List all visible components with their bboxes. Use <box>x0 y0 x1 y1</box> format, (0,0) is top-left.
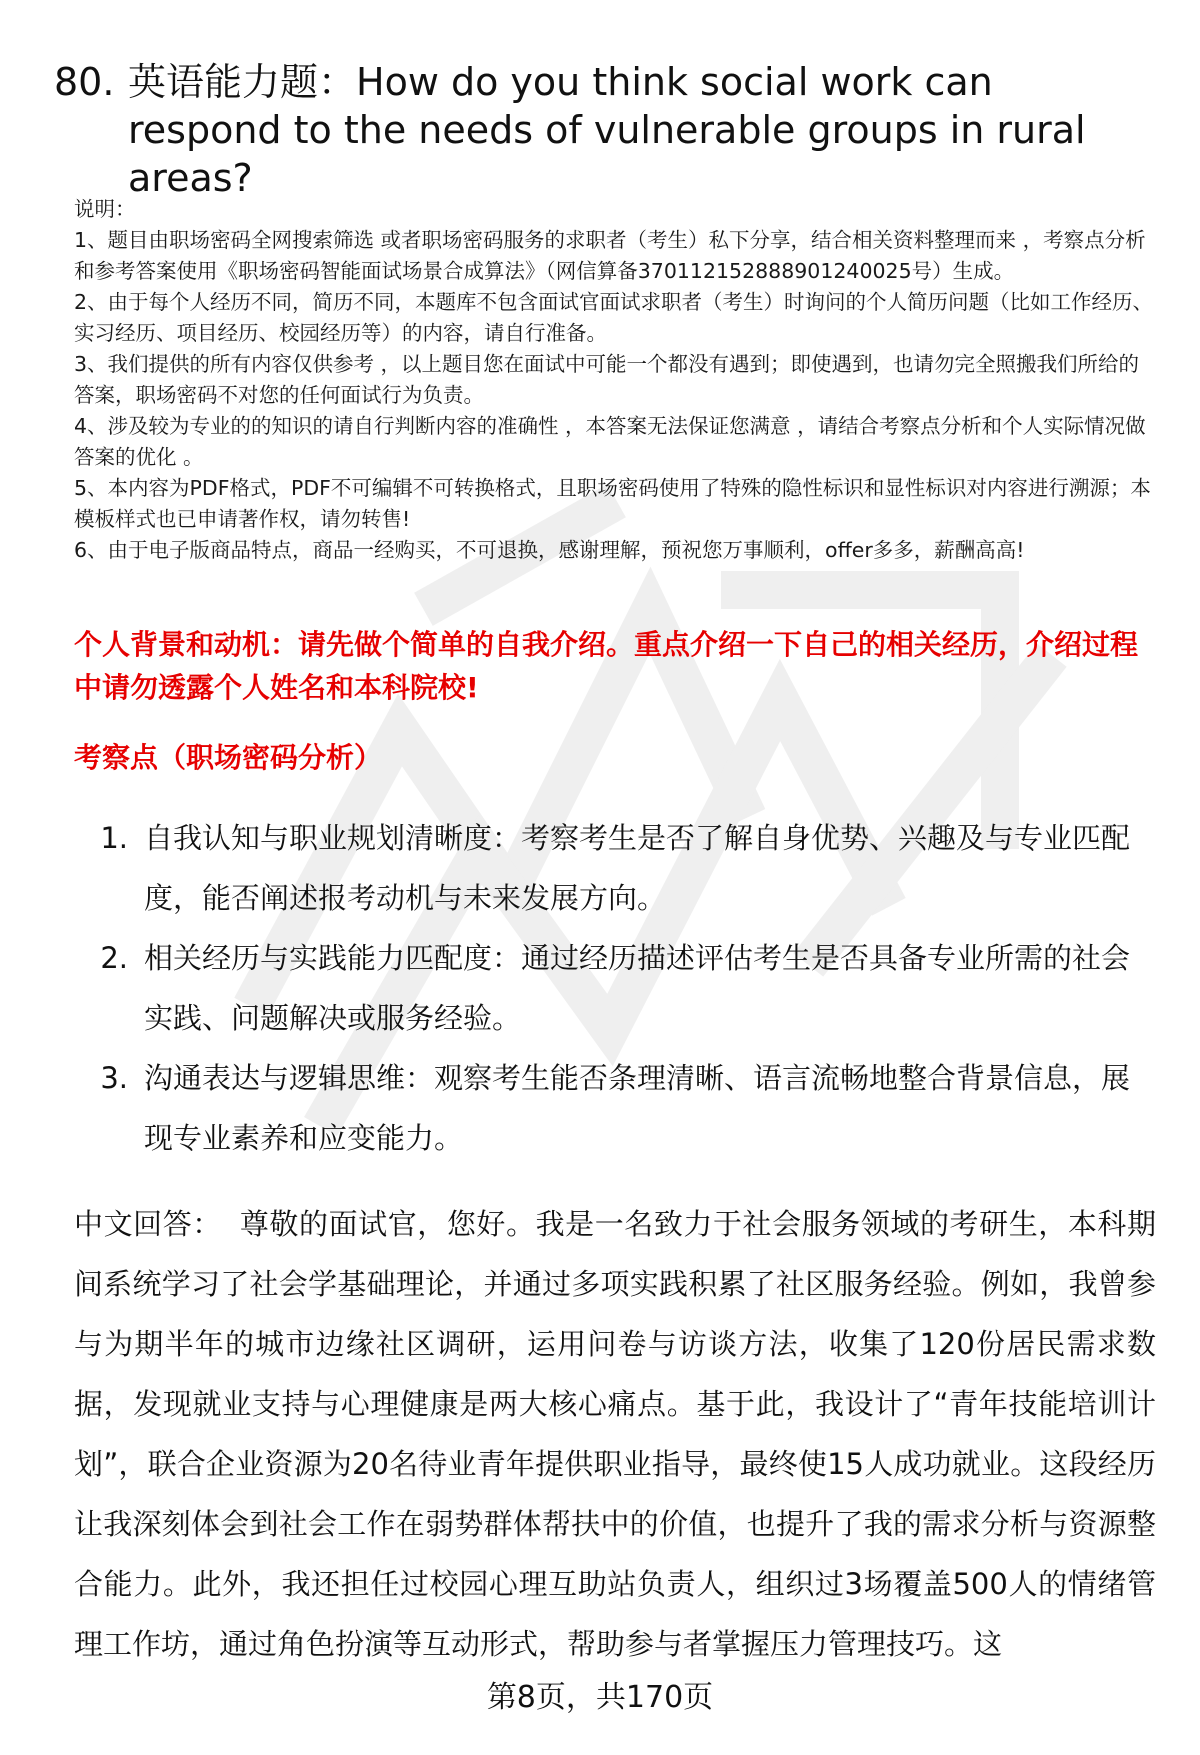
answer-paragraph <box>74 1194 1156 1674</box>
analysis-points <box>74 808 1156 1168</box>
note-item: 6、由于电子版商品特点，商品一经购买，不可退换，感谢理解，预祝您万事顺利，offer多多，薪酬高高! <box>74 538 1025 562</box>
disclaimer-notes <box>74 194 1156 566</box>
note-item: 3、我们提供的所有内容仅供参考 ，以上题目您在面试中可能一个都没有遇到；即使遇到，也请勿完全照搬我们所给的答案，职场密码不对您的任何面试行为负责。 <box>74 352 1140 407</box>
analysis-point <box>74 928 1156 1048</box>
point-number: 2. <box>100 941 128 975</box>
analysis-point <box>74 808 1156 928</box>
point-number: 1. <box>100 821 128 855</box>
note-item: 4、涉及较为专业的的知识的请自行判断内容的准确性 ，本答案无法保证您满意 ，请结合考察点分析和个人实际情况做答案的优化 。 <box>74 414 1146 469</box>
answer-text: 尊敬的面试官，您好。我是一名致力于社会服务领域的考研生，本科期间系统学习了社会学基础理论，并通过多项实践积累了社区服务经验。例如，我曾参与为期半年的城市边缘社区调研，运用问卷与访谈方法，收集了120份居民需求数据，发现就业支持与心理健康是两大核心痛点。基于此，我设计了“青年技能培训计划”，联合企业资源为20名待业青年提供职业指导，最终使15人成功就业。这段经历让我深刻体会到社会工作在弱势群体帮扶中的价值，也提升了我的需求分析与资源整合能力。此外，我还担任过校园心理互助站负责人，组织过3场覆盖500人的情绪管理工作坊，通过角色扮演等互动形式，帮助参与者掌握压力管理技巧。这 <box>74 1207 1156 1661</box>
point-text: 自我认知与职业规划清晰度：考察考生是否了解自身优势、兴趣及与专业匹配度，能否阐述报考动机与未来发展方向。 <box>144 821 1131 915</box>
point-text: 沟通表达与逻辑思维：观察考生能否条理清晰、语言流畅地整合背景信息，展现专业素养和应变能力。 <box>144 1061 1131 1155</box>
question-number: 80. <box>54 60 115 104</box>
analysis-heading: 考察点（职场密码分析） <box>74 741 383 774</box>
background-prompt: 个人背景和动机：请先做个简单的自我介绍。重点介绍一下自己的相关经历，介绍过程中请勿透露个人姓名和本科院校! <box>74 628 1139 704</box>
answer-label: 中文回答： <box>74 1207 222 1241</box>
point-text: 相关经历与实践能力匹配度：通过经历描述评估考生是否具备专业所需的社会实践、问题解决或服务经验。 <box>144 941 1131 1035</box>
page-number: 第8页，共170页 <box>486 1680 714 1715</box>
point-number: 3. <box>100 1061 128 1095</box>
analysis-point <box>74 1048 1156 1168</box>
question-header <box>54 58 1134 202</box>
note-item: 2、由于每个人经历不同，简历不同，本题库不包含面试官面试求职者（考生）时询问的个人简历问题（比如工作经历、实习经历、项目经历、校园经历等）的内容，请自行准备。 <box>74 290 1154 345</box>
note-item: 1、题目由职场密码全网搜索筛选 或者职场密码服务的求职者（考生）私下分享，结合相关资料整理而来 ，考察点分析和参考答案使用《职场密码智能面试场景合成算法》（网信算备370112152888901240025号）生成。 <box>74 228 1146 283</box>
note-item: 5、本内容为PDF格式，PDF不可编辑不可转换格式，且职场密码使用了特殊的隐性标识和显性标识对内容进行溯源；本模板样式也已申请著作权，请勿转售! <box>74 476 1151 531</box>
notes-title: 说明： <box>74 197 136 221</box>
question-text: 英语能力题：How do you think social work can respond to the needs of vulnerable groups in rural areas? <box>128 60 1086 200</box>
